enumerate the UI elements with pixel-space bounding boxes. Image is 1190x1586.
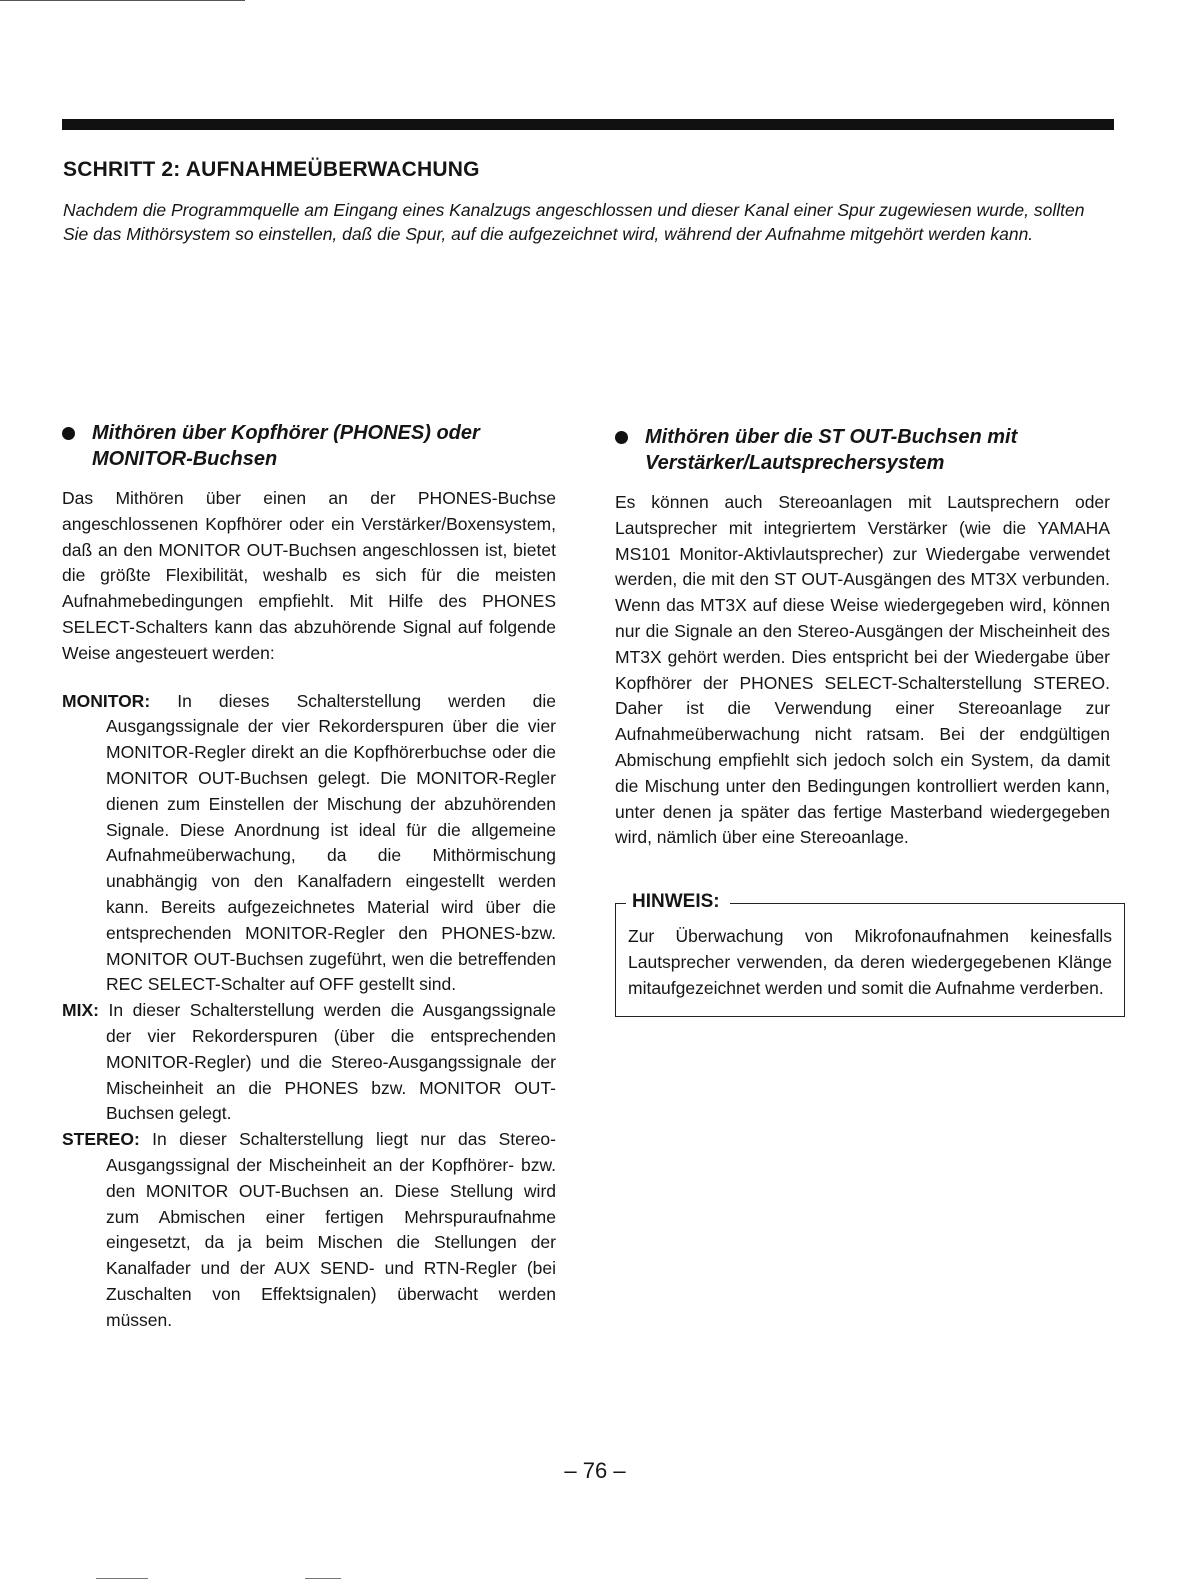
bullet-icon [62, 427, 75, 440]
intro-paragraph: Nachdem die Programmquelle am Eingang eines Kanalzugs angeschlossen und dieser Kanal einer Spur zugewiesen wurde, sollten Sie das Mithörsystem so einstellen, daß die Spur, auf die aufgezeichnet wird, während der Aufnahme mitgehört werden kann. [63, 200, 1085, 244]
right-column [615, 424, 1110, 1017]
definition-mix [62, 998, 556, 1127]
note-text: Zur Überwachung von Mikrofonaufnahmen keinesfalls Lautsprecher verwenden, da deren wiedergegebenen Klänge mitaufgezeichnet werden und somit die Aufnahme verderben. [628, 926, 1112, 998]
bullet-icon [615, 431, 628, 444]
definition-monitor [62, 689, 556, 999]
left-heading-text: Mithören über Kopfhörer (PHONES) oder MONITOR-Buchsen [92, 422, 480, 470]
definition-stereo [62, 1127, 556, 1333]
left-body: Das Mithören über einen an der PHONES-Buchse angeschlossenen Kopfhörer oder ein Verstärker/Boxensystem, daß an den MONITOR OUT-Buchsen angeschlossen ist, bietet die größte Flexibilität, weshalb es sich für die meisten Aufnahmebedingungen empfiehlt. Mit Hilfe des PHONES SELECT-Schalters kann das abzuhörende Signal auf folgende Weise angesteuert werden: [62, 488, 556, 663]
definition-term: MONITOR: [62, 690, 151, 711]
definition-text: In dieser Schalterstellung werden die Ausgangssignale der vier Rekorderspuren (über die entsprechenden MONITOR-Regler) und die Stereo-Ausgangssignale der Mischeinheit an die PHONES bzw. MONITOR OUT-Buchsen gelegt. [106, 1000, 556, 1124]
left-heading [62, 420, 556, 472]
header-rule [62, 119, 1114, 130]
page-number: – 76 – [564, 1458, 626, 1483]
definition-term: MIX: [62, 1000, 99, 1021]
definition-term: STEREO: [62, 1129, 140, 1150]
note-label: HINWEIS: [626, 891, 730, 913]
right-body: Es können auch Stereoanlagen mit Lautsprechern oder Lautsprecher mit integriertem Verstärker (wie die YAMAHA MS101 Monitor-Aktivlautsprecher) zur Wiedergabe verwendet werden, die mit den ST OUT-Ausgängen des MT3X verbunden. Wenn das MT3X auf diese Weise wiedergegeben wird, können nur die Signale an den Stereo-Ausgängen der Mischeinheit des MT3X gehört werden. Dies entspricht bei der Wiedergabe über Kopfhörer der PHONES SELECT-Schalterstellung STEREO. Daher ist die Verwendung einer Stereoanlage zur Aufnahmeüberwachung nicht ratsam. Bei der endgültigen Abmischung empfiehlt sich jedoch solch ein System, da damit die Mischung unter den Bedingungen kontrolliert werden kann, unter denen ja später das fertige Masterband wiedergegeben wird, nämlich über eine Stereoanlage. [615, 492, 1110, 848]
definition-text: In dieser Schalterstellung liegt nur das Stereo-Ausgangssignal der Mischeinheit an der Kopfhörer- bzw. den MONITOR OUT-Buchsen an. Diese Stellung wird zum Abmischen einer fertigen Mehrspuraufnahme eingesetzt, da ja beim Mischen die Stellungen der Kanalfader und der AUX SEND- und RTN-Regler (bei Zuschalten von Effektsignalen) überwacht werden müssen. [106, 1129, 556, 1330]
section-title: SCHRITT 2: AUFNAHMEÜBERWACHUNG [63, 158, 480, 181]
right-heading-text: Mithören über die ST OUT-Buchsen mit Verstärker/Lautsprechersystem [645, 426, 1018, 474]
definition-list [62, 689, 556, 1334]
bottom-edge-mark [96, 1578, 148, 1579]
bottom-edge-mark [305, 1578, 341, 1579]
definition-text: In dieses Schalterstellung werden die Ausgangssignale der vier Rekorderspuren über die vier MONITOR-Regler direkt an die Kopfhörerbuchse oder die MONITOR OUT-Buchsen gelegt. Die MONITOR-Regler dienen zum Einstellen der Mischung der abzuhörenden Signale. Diese Anordnung ist ideal für die allgemeine Aufnahmeüberwachung, da die Mithörmischung unabhängig von den Kanalfadern eingestellt werden kann. Bereits aufgezeichnetes Material wird über die entsprechenden MONITOR-Regler den PHONES-bzw. MONITOR OUT-Buchsen zugeführt, wen die betreffenden REC SELECT-Schalter auf OFF gestellt sind. [106, 690, 556, 995]
right-heading [615, 424, 1110, 476]
top-edge-line [0, 0, 245, 1]
left-column [62, 420, 556, 1334]
note-box [615, 891, 1125, 1016]
